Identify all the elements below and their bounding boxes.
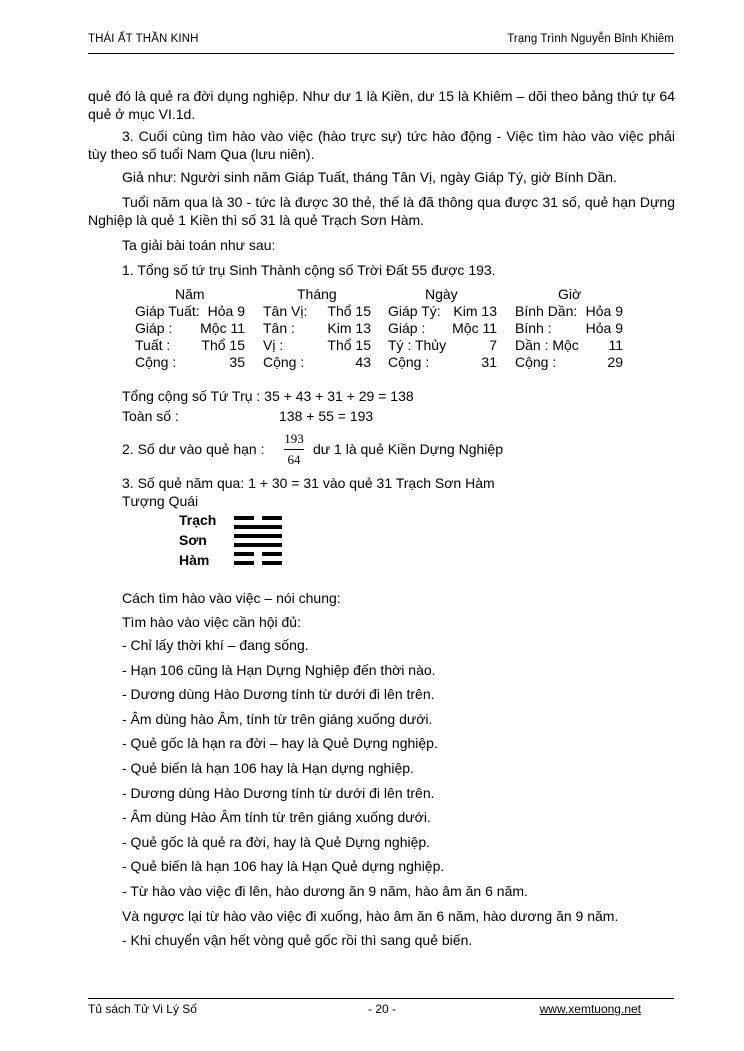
yao-segment bbox=[262, 552, 282, 556]
list-item: - Quẻ gốc là quẻ ra đời, hay là Quẻ Dựng nghiệp. bbox=[122, 833, 431, 850]
list-item: - Dương dùng Hào Dương tính từ dưới đi lên trên. bbox=[122, 686, 435, 703]
list-item: - Âm dùng hào Âm, tính từ trên giáng xuống dưới. bbox=[122, 710, 433, 727]
table-cell: Mộc 11 bbox=[452, 320, 497, 336]
list-item: - Dương dùng Hào Dương tính từ dưới đi lên trên. bbox=[122, 784, 435, 801]
header-book-title: THÁI ẤT THẦN KINH bbox=[88, 33, 199, 45]
table-cell: Bính Dần: bbox=[515, 303, 578, 319]
list-item: - Từ hào vào việc đi lên, hào dương ăn 9 năm, hào âm ăn 6 năm. bbox=[122, 883, 528, 899]
list-item: - Âm dùng Hào Âm tính từ trên giáng xuống dưới. bbox=[122, 809, 431, 826]
paragraph-solve: Ta giải bài toán như sau: bbox=[122, 237, 276, 253]
list-item: - Chỉ lấy thời khí – đang sống. bbox=[122, 637, 309, 653]
yao-segment bbox=[234, 552, 254, 556]
table-cell: Thổ 15 bbox=[327, 337, 371, 353]
list-item: Và ngược lại từ hào vào việc đi xuống, hào âm ăn 6 năm, hào dương ăn 9 năm. bbox=[122, 907, 619, 924]
table-cell: Tân Vị: bbox=[263, 303, 308, 319]
yao-segment bbox=[234, 561, 254, 565]
yao-segment bbox=[234, 525, 282, 529]
table-cell: Kim 13 bbox=[453, 303, 497, 319]
rules-intro: Cách tìm hào vào việc – nói chung: bbox=[122, 590, 341, 606]
table-cell: Kim 13 bbox=[327, 320, 371, 336]
hexagram-label-ham: Hàm bbox=[179, 552, 210, 568]
table-cell: 43 bbox=[355, 354, 371, 370]
footer-series: Tủ sách Tử Vi Lý Số bbox=[88, 1002, 197, 1016]
table-cell: Vị : bbox=[263, 337, 284, 353]
page-header bbox=[88, 33, 674, 49]
tuong-quai-label: Tượng Quái bbox=[122, 493, 199, 509]
yao-segment bbox=[262, 561, 282, 565]
table-cell: Hỏa 9 bbox=[585, 303, 623, 319]
yang-line-icon bbox=[234, 525, 282, 529]
step3-line: 3. Số quẻ năm qua: 1 + 30 = 31 vào quẻ 31 Trạch Sơn Hàm bbox=[122, 475, 495, 491]
list-item: - Quẻ biến là hạn 106 hay là Hạn Quẻ dựng nghiệp. bbox=[122, 858, 445, 875]
table-header-nam: Năm bbox=[175, 286, 205, 302]
table-cell: Tý : Thủy bbox=[388, 337, 447, 353]
yin-line-icon bbox=[234, 552, 282, 556]
paragraph-intro: quẻ đó là quẻ ra đời dụng nghiệp. Như dư 1 là Kiền, dư 15 là Khiêm – dõi theo bảng thứ tự 64 quẻ ở mục VI.1d. bbox=[88, 88, 675, 122]
table-cell: Thổ 15 bbox=[201, 337, 245, 353]
yang-line-icon bbox=[234, 543, 282, 547]
toan-so-value: 138 + 55 = 193 bbox=[279, 408, 374, 424]
table-cell: Mộc 11 bbox=[200, 320, 245, 336]
table-cell: Hỏa 9 bbox=[585, 320, 623, 336]
table-cell: Hỏa 9 bbox=[207, 303, 245, 319]
yao-segment bbox=[262, 516, 282, 520]
paragraph-age: Tuổi năm qua là 30 - tức là được 30 thẻ, thế là đã thông qua được 31 số, quẻ hạn Dựng Nghiệp là quẻ 1 Kiền thì số 31 là quẻ Trạch Sơn Hàm. bbox=[88, 194, 675, 228]
list-item: - Khi chuyển vận hết vòng quẻ gốc rồi thì sang quẻ biến. bbox=[122, 932, 473, 949]
table-cell: Cộng : bbox=[135, 354, 177, 370]
table-cell: Giáp Tuất: bbox=[135, 303, 200, 319]
table-cell: 7 bbox=[489, 337, 497, 353]
list-item: - Quẻ biến là hạn 106 hay là Hạn dựng nghiệp. bbox=[122, 760, 414, 776]
total-pillars-line: Tổng cộng số Tứ Trụ : 35 + 43 + 31 + 29 = 138 bbox=[122, 388, 414, 404]
hexagram-ham-icon bbox=[234, 516, 282, 566]
yin-line-icon bbox=[234, 561, 282, 565]
yao-segment bbox=[234, 534, 282, 538]
header-rule bbox=[88, 53, 674, 54]
hexagram-label-trach: Trạch bbox=[179, 512, 217, 528]
table-cell: Cộng : bbox=[263, 354, 305, 370]
rules-need: Tìm hào vào việc cần hội đủ: bbox=[122, 614, 301, 630]
table-cell: Tuất : bbox=[135, 337, 171, 353]
table-cell: 29 bbox=[607, 354, 623, 370]
list-item: - Quẻ gốc là hạn ra đời – hay là Quẻ Dựng nghiệp. bbox=[122, 735, 438, 752]
paragraph-step1: 1. Tổng số tứ trụ Sinh Thành cộng số Trời Đất 55 được 193. bbox=[122, 262, 496, 278]
table-cell: Thổ 15 bbox=[327, 303, 371, 319]
toan-so-label: Toàn số : bbox=[122, 408, 179, 424]
footer-page-number: - 20 - bbox=[368, 1002, 397, 1016]
list-item: - Hạn 106 cũng là Hạn Dựng Nghiệp đến thời nào. bbox=[122, 661, 436, 678]
paragraph-step3: 3. Cuối cùng tìm hào vào việc (hào trực sự) tức hào động - Việc tìm hào vào việc phải tùy theo số tuổi Nam Qua (lưu niên). bbox=[88, 128, 675, 162]
fraction-numerator: 193 bbox=[284, 431, 304, 446]
table-cell: Giáp : bbox=[135, 320, 173, 336]
table-cell: Tân : bbox=[263, 320, 295, 336]
table-cell: 35 bbox=[229, 354, 245, 370]
paragraph-example: Giả như: Người sinh năm Giáp Tuất, tháng Tân Vị, ngày Giáp Tý, giờ Bính Dần. bbox=[122, 169, 617, 185]
fraction-denominator: 64 bbox=[287, 452, 301, 467]
yang-line-icon bbox=[234, 534, 282, 538]
table-header-thang: Tháng bbox=[297, 286, 337, 302]
step2-label: 2. Số dư vào quẻ hạn : bbox=[122, 441, 265, 457]
header-author: Trạng Trình Nguyễn Bỉnh Khiêm bbox=[507, 33, 674, 45]
yao-segment bbox=[234, 543, 282, 547]
fraction-bar bbox=[284, 449, 304, 450]
table-cell: Dần : Mộc bbox=[515, 337, 579, 353]
footer-website-link[interactable]: www.xemtuong.net bbox=[539, 1002, 641, 1016]
yao-segment bbox=[234, 516, 254, 520]
hexagram-label-son: Sơn bbox=[179, 532, 207, 548]
step2-result: dư 1 là quẻ Kiền Dựng Nghiệp bbox=[313, 441, 503, 457]
table-cell: 31 bbox=[481, 354, 497, 370]
table-cell: 11 bbox=[608, 337, 623, 353]
table-cell: Bính : bbox=[515, 320, 552, 336]
table-cell: Cộng : bbox=[515, 354, 557, 370]
table-cell: Giáp : bbox=[388, 320, 426, 336]
table-header-gio: Giờ bbox=[558, 286, 582, 302]
yin-line-icon bbox=[234, 516, 282, 520]
table-header-ngay: Ngày bbox=[425, 286, 458, 302]
footer-rule bbox=[88, 998, 674, 999]
table-cell: Giáp Tý: bbox=[388, 303, 441, 319]
table-cell: Cộng : bbox=[388, 354, 430, 370]
